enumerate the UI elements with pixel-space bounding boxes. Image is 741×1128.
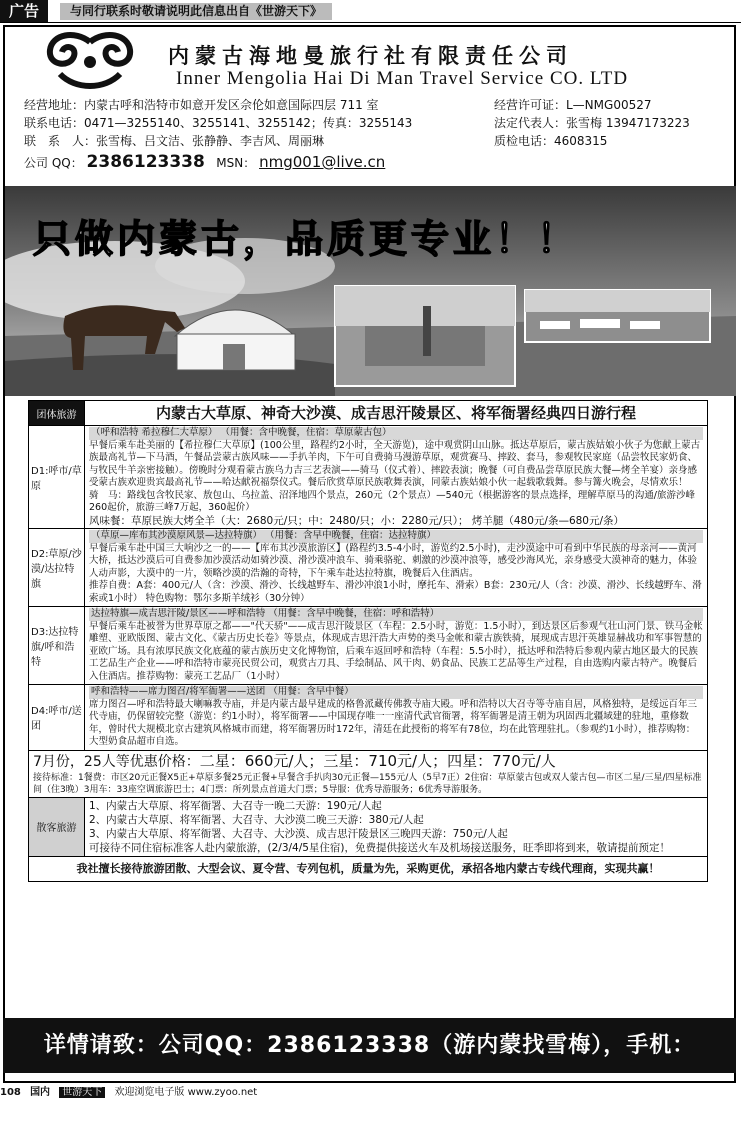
- contact-bar: 详情请致：公司QQ：2386123338（游内蒙找雪梅），手机：13947173223: [3, 1018, 736, 1073]
- company-logo-icon: [40, 32, 140, 90]
- top-notice-bar: [0, 0, 741, 23]
- page-number: 108: [0, 1087, 21, 1098]
- service-standard: 接待标准：1餐费：市区20元正餐X5正+草原多餐25元正餐+早餐含手扒肉30元正餐—155元/人（5早7正）2住宿：草原蒙古包或双人蒙古包—市区二星/三星/四星标准间（住3晚）3用车：33座空调旅游巴士；4门票：所列景点首道大门票；5导服：优秀导游服务；6优秀导游服务。: [33, 772, 702, 795]
- company-name-en: Inner Mengolia Hai Di Man Travel Service CO. LTD: [176, 68, 629, 89]
- brand-label: 世游天下: [59, 1087, 105, 1098]
- scatter-line: 可接待不同住宿标准客人赴内蒙旅游，(2/3/4/5星住宿)，免费提供接送火车及机场接送服务，旺季即将到来，敬请提前预定！: [89, 841, 671, 854]
- day-row: [29, 529, 707, 607]
- scatter-line: 2、内蒙古大草原、将军衙署、大召寺、大沙漠二晚三天游：380元/人起: [89, 813, 424, 826]
- day-label: D2:草原/沙漠/达拉特旗: [29, 529, 85, 606]
- banner: [5, 186, 736, 396]
- itinerary-title: 内蒙古大草原、神奇大沙漠、成吉思汗陵景区、将军衙署经典四日游行程: [155, 404, 636, 422]
- quality-phone: 质检电话：4608315: [494, 134, 608, 148]
- day-heading: 呼和浩特——席力图召/将军衙署——送团 （用餐：含早中餐）: [89, 686, 703, 699]
- qq-msn-line: [24, 152, 385, 172]
- price-label: 7月份，25人等优惠价格：: [33, 753, 200, 770]
- company-name-cn: 内蒙古海地曼旅行社有限责任公司: [168, 43, 573, 68]
- qq-number: 2386123338: [86, 152, 205, 172]
- footer-site-text[interactable]: 欢迎浏览电子版 www.zyoo.net: [114, 1087, 258, 1098]
- legal-representative: 法定代表人：张雪梅 13947173223: [494, 116, 690, 130]
- scatter-line: 3、内蒙古大草原、将军衙署、大召寺、大沙漠、成吉思汗陵景区三晚四天游：750元/人起: [89, 827, 508, 840]
- day-prices: 风味餐：草原民族大烤全羊（大：2680元/只；中：2480/只；小：2280元/只）； 烤羊腿（480元/条—680元/条）: [89, 514, 625, 527]
- day-description: 席力图召—呼和浩特最大喇嘛教寺庙，并是内蒙古最早建成的格鲁派藏传佛教寺庙大殿。呼和浩特以大召寺等寺庙自居，风格独特，是绥远百年三代寺庙，仍保留较完整（游览：约1小时），将军衙署——中国现存唯一一座清代武官衙署，将军衙署是清王朝为巩固西北疆域建的驻地，重修数年，曾时代大规模北京古建筑风格城市而建，将军衙署历时172年，清廷在此授衔的将军有78位，均在此管理驻扎。（参观约1小时），推荐购物：大型奶食品超市自选。: [89, 698, 698, 747]
- day-label: D4:呼市/送团: [29, 685, 85, 750]
- price-row: [29, 751, 707, 798]
- source-notice: 与同行联系时敬请说明此信息出自《世游天下》: [60, 3, 332, 20]
- day-label: D3:达拉特旗/呼和浩特: [29, 607, 85, 684]
- section-label: 国内: [30, 1087, 51, 1098]
- scatter-row: [29, 798, 707, 857]
- day-description: 早餐后乘车赴中国三大响沙之一的——【库布其沙漠旅游区】(路程约3.5-4小时，游览约2.5小时)，走沙漠途中可看到中华民族的母亲河——黄河大桥，抵达沙漠后可自费参加沙漠活动如骑沙漠、滑沙漠冲浪车、骑乘骆驼、刺激的沙漠冲浪等，感受沙海风光，亲身感受大漠神奇的魅力，体验人动声影，大漠中的一片，领略沙漠的浩瀚的奇特，下午乘车赴达拉特旗，晚餐后入住酒店。: [89, 542, 698, 579]
- itinerary-table: [28, 400, 708, 882]
- day-description: 早餐后乘车赴被誉为世界草原之都——"代天骄"——成吉思汗陵景区（车程：2.5小时，游览：1.5小时），到达景区后参观气壮山河门景、铁马金帐雕塑、亚欧版图、蒙古文化、《蒙古历史长卷》等景点，体现成吉思汗浩大声势的类马金帐和蒙古族铁骑，展现成吉思汗英雄显赫战功和军事智慧的亚欧广场。具有浓厚民族文化底蕴的蒙古族历史文化博物馆，后乘车返回呼和浩特（车程：5.5小时），抵达呼和浩特后参观内蒙古地区最大的民族工艺品生产企业——呼和浩特市蒙亮民贸公司，观赏古刀具、手绘制品、风干肉、奶食品、民族工艺品等生产过程，自由选购内蒙古特产。晚餐后入住酒店。推荐购物：蒙亮工艺品厂（1小时）: [89, 620, 703, 682]
- scatter-line: 1、内蒙古大草原、将军衙署、大召寺一晚二天游：190元/人起: [89, 799, 382, 812]
- company-contacts: 联 系 人：张雪梅、吕文洁、张静静、李吉风、周丽琳: [24, 134, 325, 148]
- company-phone: 联系电话：0471—3255140、3255141、3255142；传真：3255143: [24, 116, 413, 130]
- business-license: 经营许可证：L—NMG00527: [494, 98, 652, 112]
- scatter-label: 散客旅游: [29, 798, 85, 856]
- page-footer: [0, 1086, 741, 1100]
- service-note: 我社擅长接待旅游团散、大型会议、夏令营、专列包机，质量为先，采购更优，承招各地内蒙古专线代理商，实现共赢！: [76, 861, 660, 875]
- msn-label: MSN：: [216, 156, 256, 170]
- day-row: [29, 607, 707, 685]
- day-heading: （草原—库布其沙漠原风景—达拉特旗） （用餐：含早中晚餐，住宿：达拉特旗）: [89, 530, 703, 543]
- category-label: 团体旅游: [29, 401, 85, 425]
- day-row: [29, 426, 707, 529]
- company-address: 经营地址：内蒙古呼和浩特市如意开发区佘伦如意国际四层 711 室: [24, 98, 379, 112]
- day-label: D1:呼市/草原: [29, 426, 85, 528]
- day-extra: 骑 马：路线包含牧民家、敖包山、乌拉盖、沼泽地四个景点，260元（2个景点）—540元（根据游客的景点选择，理解草原马的沟通/旅游沙峰260起价，旅游三峰7万起，360起价）: [89, 489, 696, 513]
- itinerary-header-row: [29, 401, 707, 426]
- footer-note-row: [29, 857, 707, 881]
- banner-slogan: 只做内蒙古，品质更专业！！: [33, 216, 580, 261]
- day-heading: （呼和浩特 希拉穆仁大草原） （用餐：含中晚餐，住宿：草原蒙古包）: [89, 427, 703, 440]
- qq-label: 公司 QQ：: [24, 156, 83, 170]
- day-description: 早餐后乘车赴美丽的【希拉穆仁大草原】(100公里，路程约2小时，全天游览)，途中观赏阴山山脉。抵达草原后，蒙古族姑娘小伙子为您献上蒙古族最高礼节—下马酒，午餐品尝蒙古族风味——手扒羊肉，下午可自费骑马漫游草原，观赏赛马、摔跤、套马，参观牧民家庭（品尝牧民家奶食、与牧民牛羊亲密接触）。傍晚时分观看蒙古族乌力吉三艺表演——骑马（仪式着）、摔跤表演；晚餐（可自费品尝草原民族大餐—烤全羊宴）亲身感受蒙古族欢迎贵宾最高礼节——哈达献祝福祭仪式。餐后欣赏草原民族歌舞表演，同蒙古族姑娘小伙一起载歌载舞。参与篝火晚会，尽情欢乐！: [89, 439, 701, 488]
- msn-address[interactable]: nmg001@live.cn: [259, 153, 386, 171]
- ad-tag: 广告: [0, 0, 48, 22]
- price-items: 二星：660元/人；三星：710元/人；四星：770元/人: [199, 751, 556, 770]
- day-heading: 达拉特旗—成吉思汗陵/景区——呼和浩特 （用餐：含早中晚餐，住宿：呼和浩特）: [89, 608, 703, 621]
- day-row: [29, 685, 707, 751]
- day-prices: 推荐自费：A套：400元/人（含：沙漠、滑沙、长线越野车、滑沙冲浪1小时，摩托车、滑索）B套：230元/人（含：沙漠、滑沙、长线越野车、滑索或1小时） 特色购物：鄂尔多斯羊绒衫（30分钟）: [89, 580, 702, 604]
